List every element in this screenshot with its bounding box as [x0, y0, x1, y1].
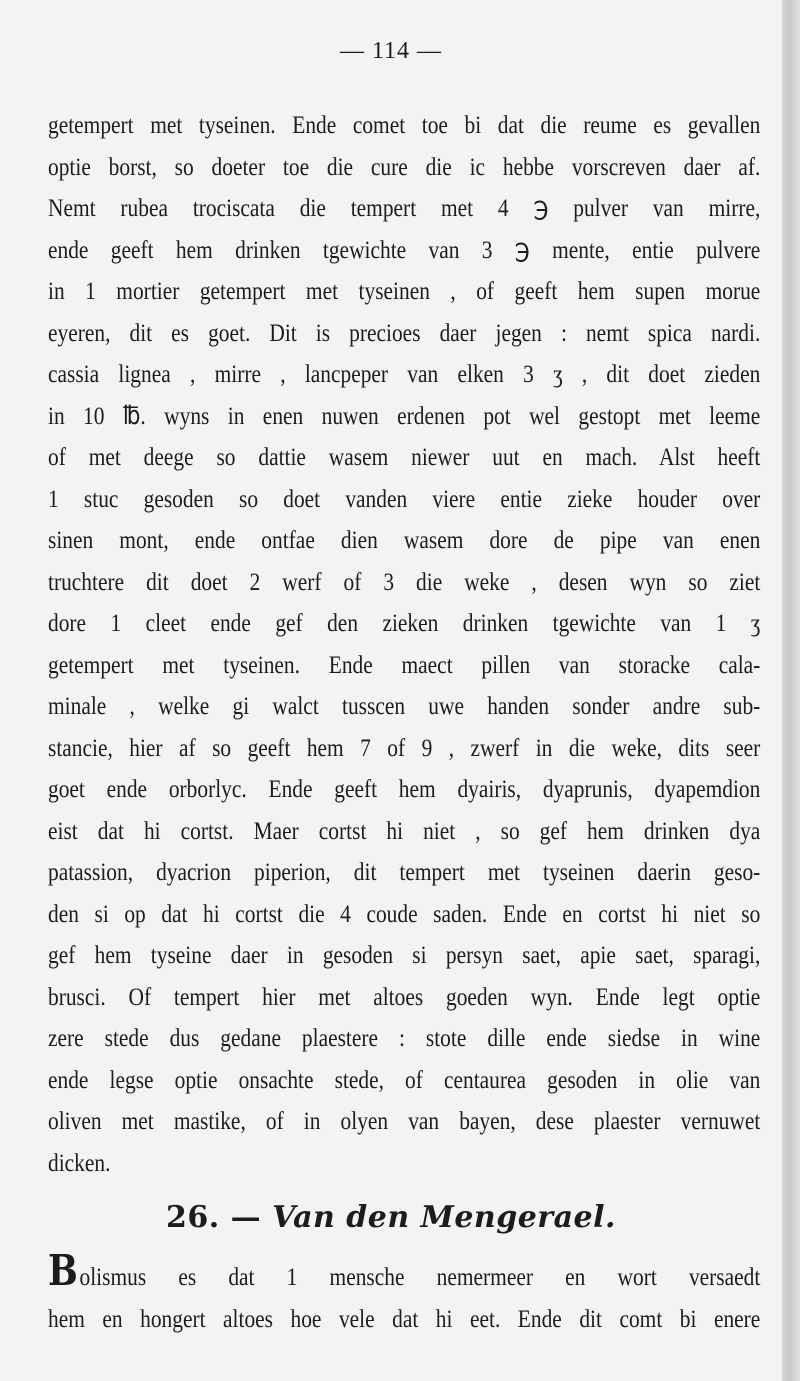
text-line: in 1 mortier getempert met tyseinen , of geeft hem supen morue — [48, 276, 761, 305]
page-edge — [782, 0, 800, 1381]
text-line: hem en hongert altoes hoe vele dat hi eet. Ende dit comt bi enere — [48, 1303, 761, 1333]
text-line: in 10 ℔. wyns in enen nuwen erdenen pot wel gestopt met leeme — [48, 400, 761, 430]
text-line: ende geeft hem drinken tgewichte van 3 ℈ mente, entie pulvere — [48, 234, 761, 264]
text-line: oliven met mastike, of in olyen van bayen, dese plaester vernuwet — [48, 1106, 761, 1135]
text-line: minale , welke gi walct tusscen uwe handen sonder andre sub- — [48, 691, 761, 720]
page-number: — 114 — — [339, 38, 443, 64]
text-line: dore 1 cleet ende gef den zieken drinken tgewichte van 1 ʒ — [48, 608, 761, 637]
text-line: cassia lignea , mirre , lancpeper van elken 3 ʒ , dit doet zieden — [48, 359, 761, 388]
text-line: brusci. Of tempert hier met altoes goeden wyn. Ende legt optie — [48, 981, 761, 1011]
text-line: goet ende orborlyc. Ende geeft hem dyairis, dyaprunis, dyapemdion — [48, 774, 761, 803]
first-line-rest: olismus es dat 1 mensche nemermeer en wort versaedt — [79, 1262, 761, 1291]
section-title: Van den Mengerael. — [272, 1200, 616, 1235]
text-line: eyeren, dit es goet. Dit is precioes daer jegen : nemt spica nardi. — [48, 317, 761, 347]
text-line: Nemt rubea trociscata die tempert met 4 ℈ pulver van mirre, — [48, 193, 761, 222]
text-line: 1 stuc gesoden so doet vanden viere entie zieke houder over — [48, 483, 761, 513]
text-line: of met deege so dattie wasem niewer uut en mach. Alst heeft — [48, 442, 761, 471]
main-text-block — [48, 104, 760, 1183]
text-line: truchtere dit doet 2 werf of 3 die weke , desen wyn so ziet — [48, 566, 761, 596]
text-line: sinen mont, ende ontfae dien wasem dore de pipe van enen — [48, 525, 761, 554]
text-line: zere stede dus gedane plaestere : stote dille ende siedse in wine — [48, 1023, 761, 1052]
text-line: eist dat hi cortst. Maer cortst hi niet , so gef hem drinken dya — [48, 815, 761, 845]
section-text-block — [48, 1246, 764, 1339]
text-line: dicken. — [48, 1147, 111, 1177]
text-line: den si op dat hi cortst die 4 coude saden. Ende en cortst hi niet so — [48, 898, 761, 928]
section-number: 26. — — [166, 1200, 262, 1235]
drop-cap: B — [48, 1246, 78, 1295]
text-line: getempert met tyseinen. Ende maect pillen van storacke cala- — [48, 649, 761, 679]
text-line: ende legse optie onsachte stede, of centaurea gesoden in olie van — [48, 1064, 761, 1094]
text-line: optie borst, so doeter toe die cure die ic hebbe vorscreven daer af. — [48, 151, 761, 181]
text-line-first — [48, 1246, 761, 1298]
text-line: gef hem tyseine daer in gesoden si persyn saet, apie saet, sparagi, — [48, 940, 761, 969]
text-line: patassion, dyacrion piperion, dit tempert met tyseinen daerin geso- — [48, 857, 761, 886]
text-line: getempert met tyseinen. Ende comet toe bi dat die reume es gevallen — [48, 110, 761, 139]
section-heading — [0, 1200, 782, 1235]
text-line: stancie, hier af so geeft hem 7 of 9 , zwerf in die weke, dits seer — [48, 732, 761, 762]
